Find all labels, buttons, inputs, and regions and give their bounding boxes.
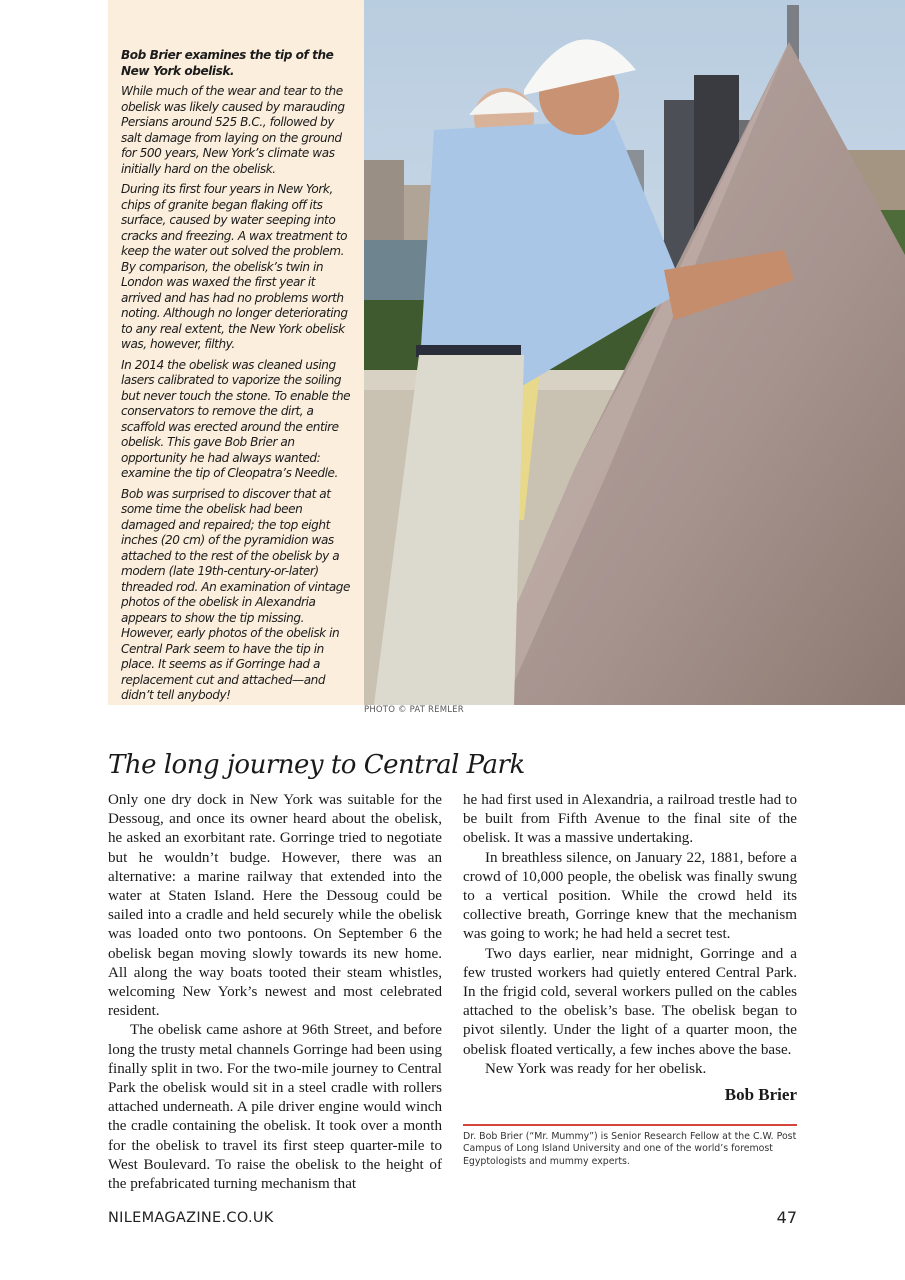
article-paragraph: Two days earlier, near midnight, Gorringe and a few trusted workers had quietly entered Central Park. In the frigid cold, several workers pulled on the cables attached to the obelisk’s base. The obelisk began to pivot silently. Under the light of a quarter moon, the obelisk floated vertically, a few inches above the base.: [463, 945, 797, 1058]
caption-title: Bob Brier examines the tip of the New York obelisk.: [121, 48, 334, 78]
article-heading: The long journey to Central Park: [108, 750, 525, 780]
page-number: 47: [776, 1208, 797, 1227]
footer-site-link[interactable]: NILEMAGAZINE.CO.UK: [108, 1210, 274, 1226]
caption-sidebar: [108, 0, 364, 705]
article-paragraph: New York was ready for her obelisk.: [485, 1060, 707, 1077]
caption-paragraph: While much of the wear and tear to the obelisk was likely caused by marauding Persians around 525 B.C., followed by salt damage from laying on the ground for 500 years, New York’s climate was initially hard on the obelisk.: [121, 84, 345, 176]
author-byline: Bob Brier: [724, 1085, 797, 1104]
article-paragraph: In breathless silence, on January 22, 1881, before a crowd of 10,000 people, the obelisk was finally swung to a vertical position. While the crowd held its collective breath, Gorringe knew that the mechanism was going to work; he had held a secret test.: [463, 849, 797, 943]
obelisk-photo-illustration: [364, 0, 905, 705]
obelisk-photo: [364, 0, 905, 705]
article-paragraph: he had first used in Alexandria, a railroad trestle had to be built from Fifth Avenue to the final site of the obelisk. It was a massive undertaking.: [463, 792, 797, 847]
article-paragraph: The obelisk came ashore at 96th Street, and before long the trusty metal channels Gorringe had been using finally split in two. For the two-mile journey to Central Park the obelisk would sit in a steel cradle with rollers attached underneath. A pile driver engine would winch the cradle containing the obelisk. It took over a month for the obelisk to travel its first steep quarter-mile to West Boulevard. To raise the obelisk to the height of the prefabricated turning mechanism that: [108, 1022, 442, 1193]
bio-divider: [463, 1124, 797, 1126]
photo-credit: PHOTO © PAT REMLER: [364, 705, 464, 715]
article-paragraph: Only one dry dock in New York was suitable for the Dessoug, and once its owner heard about the obelisk, he asked an exorbitant rate. Gorringe tried to negotiate but he wouldn’t budge. However, there was an alternative: a marine railway that extended into the water at Staten Island. Here the Dessoug could be sailed into a cradle and held securely while the obelisk was loaded onto two pontoons. On September 6 the obelisk began moving slowly towards its new home. All along the way boats tooted their steam whistles, welcoming New York’s newest and most celebrated resident.: [108, 792, 442, 1020]
caption-paragraph: Bob was surprised to discover that at some time the obelisk had been damaged and repaired; the top eight inches (20 cm) of the pyramidion was attached to the rest of the obelisk by a modern (late 19th-century-or-later) threaded rod. An examination of vintage photos of the obelisk in Alexandria appears to show the tip missing. However, early photos of the obelisk in Central Park seem to have the tip in place. It seems as if Gorringe had a replacement cut and attached—and didn’t tell anybody!: [121, 486, 351, 702]
caption-paragraph: In 2014 the obelisk was cleaned using lasers calibrated to vaporize the soiling but never touch the stone. To enable the conservators to remove the dirt, a scaffold was erected around the entire obelisk. This gave Bob Brier an opportunity he had always wanted: examine the tip of Cleopatra’s Needle.: [121, 357, 351, 480]
author-bio: Dr. Bob Brier (“Mr. Mummy”) is Senior Research Fellow at the C.W. Post Campus of Long Island University and one of the world’s foremost Egyptologists and mummy experts.: [463, 1131, 797, 1167]
article-left-column: [108, 791, 442, 1194]
article-right-column: [463, 791, 797, 1079]
caption-paragraph: During its first four years in New York, chips of granite began flaking off its surface, caused by water seeping into cracks and freezing. A wax treatment to keep the water out solved the problem. By comparison, the obelisk’s twin in London was waxed the first year it arrived and has had no problems worth noting. Although no longer deteriorating to any real extent, the New York obelisk was, however, filthy.: [121, 182, 348, 351]
